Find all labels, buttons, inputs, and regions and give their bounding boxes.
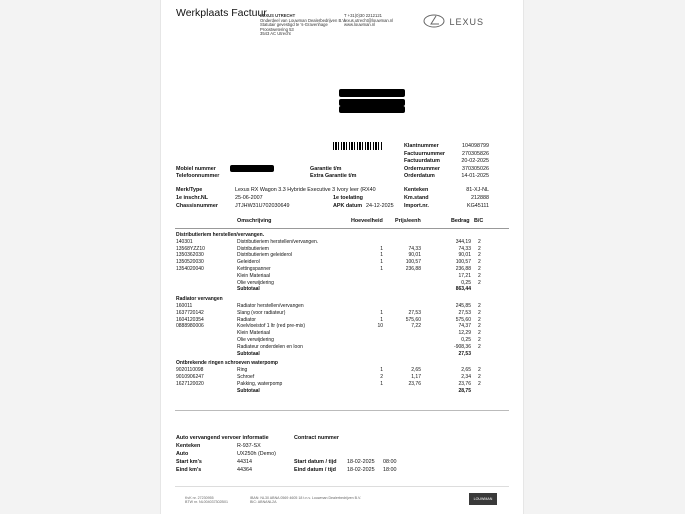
start-date: 18-02-2025 (347, 459, 375, 465)
line-description: Schroef (237, 374, 255, 380)
line-description: Distributieriem herstellen/vervangen. (237, 238, 319, 245)
invoice-detail-label: Factuurnummer (404, 150, 446, 157)
subtotal-label: Subtotaal (237, 350, 260, 357)
end-date: 18-02-2025 (347, 467, 375, 473)
line-quantity: 1 (380, 252, 383, 259)
line-vat: 2 (478, 330, 481, 337)
invoice-detail-label: Klantnummer (404, 143, 439, 149)
line-amount: 575,60 (455, 316, 471, 323)
line-vat: 2 (478, 337, 481, 343)
plate-value: 81-XJ-NL (466, 187, 489, 193)
line-description: Radiateur onderdelen en loon (237, 343, 303, 350)
line-description: Olie verwijdering (237, 337, 274, 343)
invoice-detail-label: Orderdatum (404, 173, 435, 179)
km-label: Km.stand (404, 195, 429, 201)
end-datetime-label: Eind datum / tijd (294, 467, 336, 473)
header-quantity: Hoeveelheid (351, 218, 383, 224)
line-unit-price: 575,60 (405, 316, 421, 323)
dealer-line: Onderdeel van Louwman Dealerbedrijven B.V. (260, 17, 346, 23)
line-vat: 2 (478, 238, 481, 245)
end-km-value: 44364 (237, 467, 252, 473)
chassis-value: JTJHW31U702030649 (235, 203, 290, 209)
line-amount: -908,36 (454, 343, 471, 350)
line-amount: 0,25 (461, 337, 471, 343)
line-unit-price: 2,65 (411, 367, 421, 374)
line-description: Radiator (237, 316, 256, 323)
header-amount: Bedrag (451, 218, 470, 224)
subtotal-amount: 27,53 (458, 350, 471, 357)
warranty-label: Garantie t/m (310, 166, 342, 172)
footer-bank (250, 496, 361, 504)
plate-label: Kenteken (404, 187, 429, 193)
subtotal-label: Subtotaal (237, 286, 260, 293)
import-label: Import.nr. (404, 203, 429, 209)
line-vat: 2 (478, 316, 481, 323)
line-amount: 0,25 (461, 279, 471, 286)
replacement-plate-value: R-937-SX (237, 443, 261, 449)
line-quantity: 1 (380, 245, 383, 252)
line-vat: 2 (478, 303, 481, 309)
line-description: Radiator herstellen/vervangen (237, 303, 304, 309)
dealer-line: 3543 AC Utrecht (260, 31, 291, 37)
footer-bic: BIC: ABNANL2A (250, 500, 277, 504)
footer-iban: IBAN: NL30 ABNA 0569 4605 18 t.n.v. Louwman Dealerbedrijven B.V. (250, 496, 362, 500)
line-amount: 2,65 (461, 367, 471, 374)
import-value: KG45111 (467, 203, 489, 209)
line-unit-price: 90,01 (408, 252, 421, 259)
line-description: Distributieriem geleiderol (237, 252, 293, 259)
line-unit-price: 100,57 (405, 259, 421, 266)
invoice-detail-value: 14-01-2025 (461, 173, 489, 179)
line-unit-price: 23,76 (408, 380, 421, 387)
line-vat: 2 (478, 266, 481, 272)
line-vat: 2 (478, 272, 481, 279)
line-description: Slang (voor radiateur) (237, 309, 286, 316)
line-quantity: 1 (380, 259, 383, 266)
dealer-address (260, 14, 346, 37)
section-title: Ontbrekende ringen schroeven waterpomp (176, 360, 278, 367)
line-code: 1354020040 (176, 266, 204, 272)
line-description: Distributieriem (237, 245, 269, 252)
line-description: Pakking, waterpomp (237, 380, 283, 387)
invoice-page (160, 0, 524, 514)
replacement-car-label: Auto (176, 451, 189, 457)
line-description: Geleiderol (237, 259, 260, 266)
line-quantity: 1 (380, 266, 383, 272)
extra-warranty-label: Extra Garantie t/m (310, 173, 357, 179)
line-amount: 17,21 (458, 272, 471, 279)
dealer-phone: T +31(0)30 2212121 (344, 13, 382, 18)
line-quantity: 10 (377, 323, 383, 330)
section-title: Radiator vervangen (176, 296, 223, 303)
line-code: 1350362030 (176, 252, 204, 259)
header-unit-price: Prijs/eenh (395, 218, 421, 224)
invoice-detail-label: Ordernummer (404, 165, 440, 172)
lines-end-rule (175, 410, 509, 411)
line-amount: 12,29 (458, 330, 471, 337)
start-datetime-label: Start datum / tijd (294, 459, 337, 465)
start-time: 08:00 (383, 459, 397, 465)
document-title: Werkplaats Factuur (176, 7, 267, 19)
end-km-label: Eind km's (176, 467, 202, 473)
line-amount: 344,19 (455, 238, 471, 245)
subtotal-label: Subtotaal (237, 387, 260, 394)
line-vat: 2 (478, 374, 481, 380)
header-vat: B/C (474, 218, 484, 224)
line-amount: 245,85 (455, 303, 471, 309)
chassis-label: Chassisnummer (176, 203, 218, 209)
line-amount: 100,57 (455, 259, 471, 266)
km-value: 212888 (471, 195, 489, 201)
line-code: 0888980006 (176, 323, 204, 330)
line-description: Kettingspanner (237, 266, 271, 272)
type-label: Merk/Type (176, 187, 203, 193)
line-code: 1604120354 (176, 316, 204, 323)
dealer-line: Proostwetering 53 (260, 26, 294, 32)
line-vat: 2 (478, 252, 481, 259)
line-vat: 2 (478, 323, 481, 330)
header-description: Omschrijving (237, 218, 272, 224)
line-quantity: 1 (380, 309, 383, 316)
line-vat: 2 (478, 279, 481, 286)
line-quantity: 1 (380, 316, 383, 323)
line-amount: 74,33 (458, 245, 471, 252)
first-reg-value: 25-06-2007 (235, 195, 263, 201)
line-unit-price: 74,33 (408, 245, 421, 252)
dealer-name: LEXUS UTRECHT (260, 13, 296, 18)
line-unit-price: 236,88 (405, 266, 421, 272)
barcode (333, 142, 383, 150)
dealer-contact (344, 14, 393, 28)
type-value: Lexus RX Wagon 3.3 Hybride Executive 3 Ivory leer (RX40 (235, 187, 376, 193)
line-description: Klein Materiaal (237, 330, 271, 337)
replacement-title: Auto vervangend vervoer informatie (176, 435, 269, 441)
section-title: Distributieriem herstellen/vervangen. (176, 232, 265, 238)
redacted-address-line (339, 89, 405, 97)
line-code: 160011 (176, 303, 193, 309)
line-amount: 74,37 (458, 323, 471, 330)
subtotal-amount: 863,44 (455, 286, 471, 293)
footer-btw: BTW nr. NL004037302B01 (185, 500, 228, 504)
redacted-mobile (230, 165, 274, 172)
line-description: Koelvloeistof 1 ltr (red pre-mix) (237, 323, 306, 330)
line-amount: 236,88 (455, 266, 471, 272)
line-quantity: 1 (380, 367, 383, 374)
line-amount: 27,53 (458, 309, 471, 316)
footer-registration (185, 496, 228, 504)
invoice-detail-label: Factuurdatum (404, 158, 440, 164)
line-code: 13568YZZ10 (176, 245, 205, 252)
apk-value: 24-12-2025 (366, 203, 394, 209)
start-km-label: Start km's (176, 459, 202, 465)
line-code: 1637720142 (176, 309, 204, 316)
line-amount: 90,01 (458, 252, 471, 259)
line-vat: 2 (478, 343, 481, 350)
apk-label: APK datum (333, 203, 363, 209)
mobile-label: Mobiel nummer (176, 166, 216, 172)
invoice-detail-value: 370305026 (462, 165, 489, 172)
line-code: 9020110098 (176, 367, 204, 374)
line-unit-price: 27,53 (408, 309, 421, 316)
header-rule (175, 228, 509, 229)
louwman-badge: LOUWMAN (469, 493, 497, 505)
dealer-web: www.louwman.nl (344, 22, 376, 28)
redacted-address-line (339, 99, 405, 106)
line-description: Olie verwijdering (237, 279, 274, 286)
invoice-detail-value: 104098799 (462, 143, 489, 149)
line-quantity: 2 (380, 374, 383, 380)
admission-label: 1e toelating (333, 195, 363, 201)
replacement-plate-label: Kenteken (176, 443, 201, 449)
line-vat: 2 (478, 245, 481, 252)
invoice-detail-value: 20-02-2025 (461, 158, 489, 164)
subtotal-amount: 28,75 (458, 387, 471, 394)
replacement-car-value: UX250h (Demo) (237, 451, 276, 457)
first-reg-label: 1e inschr.NL (176, 195, 209, 201)
line-amount: 2,34 (461, 374, 471, 380)
footer-rule (175, 486, 509, 487)
start-km-value: 44314 (237, 459, 252, 465)
redacted-address-line (339, 106, 405, 113)
line-unit-price: 7,22 (411, 323, 421, 330)
lexus-emblem-icon (423, 14, 445, 28)
logo-wordmark: LEXUS (449, 17, 484, 27)
lexus-logo (423, 12, 484, 30)
line-description: Ring (237, 367, 248, 374)
line-unit-price: 1,17 (411, 374, 421, 380)
phone-label: Telefoonnummer (176, 173, 220, 179)
footer-kvk: KvK nr. 27230955 (185, 496, 214, 500)
line-vat: 2 (478, 380, 481, 387)
line-description: Klein Materiaal (237, 272, 271, 279)
dealer-line: Statutair gevestigd te 's-Gravenhage (260, 22, 328, 28)
end-time: 18:00 (383, 467, 397, 473)
line-vat: 2 (478, 309, 481, 316)
line-amount: 23,76 (458, 380, 471, 387)
line-code: 1627120020 (176, 380, 204, 387)
line-quantity: 1 (380, 380, 383, 387)
line-vat: 2 (478, 367, 481, 374)
dealer-email: lexus.utrecht@louwman.nl (344, 17, 394, 23)
invoice-detail-value: 270305826 (462, 150, 489, 157)
line-code: 140301 (176, 238, 193, 245)
line-code: 1350520030 (176, 259, 204, 266)
line-code: 9010906247 (176, 374, 204, 380)
line-vat: 2 (478, 259, 481, 266)
contract-label: Contract nummer (294, 435, 339, 441)
